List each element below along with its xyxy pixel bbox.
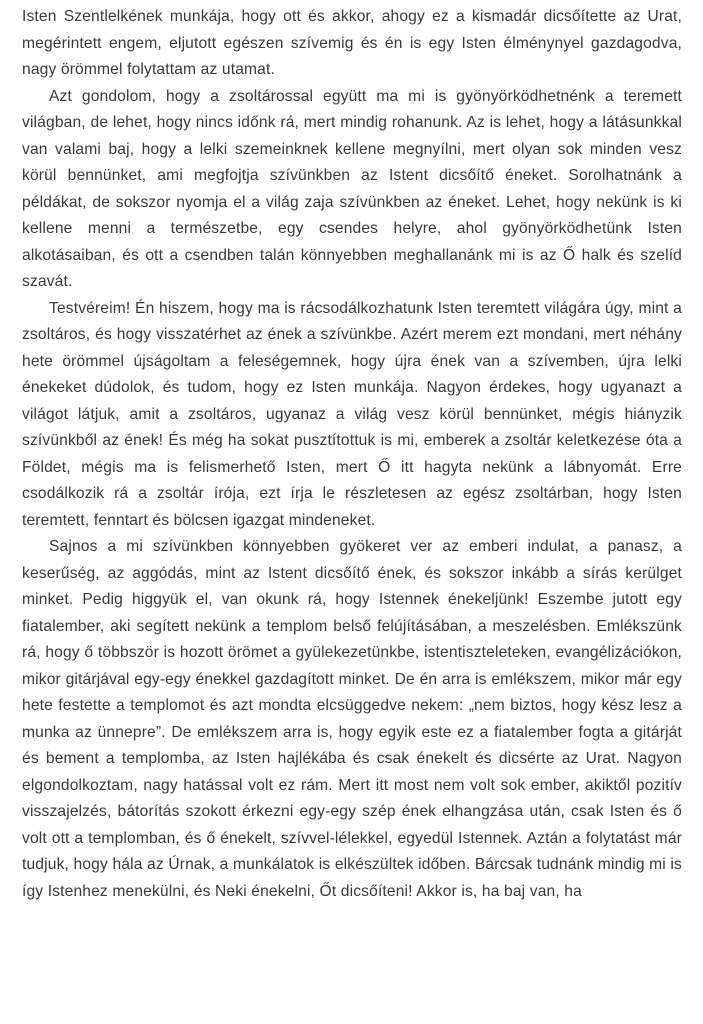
paragraph: Azt gondolom, hogy a zsoltárossal együtt ma mi is gyönyörködhetnénk a teremett világban, de lehet, hogy nincs időnk rá, mert mindig rohanunk. Az is lehet, hogy a látásunkkal van valami baj, hogy a lelki szemeinknek kellene megnyílni, mert olyan sok minden vesz körül bennünket, ami megfojtja szívünkben az Istent dicsőítő éneket. Sorolhatnánk a példákat, de sokszor nyomja el a világ zaja szívünkben az éneket. Lehet, hogy nekünk is ki kellene menni a természetbe, egy csendes helyre, ahol gyönyörködhetünk Isten alkotásaiban, és ott a csendben talán könnyebben meghallanánk mi is az Ő halk és szelíd szavát. <box>22 87 682 290</box>
paragraph: Sajnos a mi szívünkben könnyebben gyökeret ver az emberi indulat, a panasz, a keserűség, az aggódás, mint az Istent dicsőítő ének, és sokszor inkább a sírás kerülget minket. Pedig higgyük el, van okunk rá, hogy Istennek énekeljünk! Eszembe jutott egy fiatalember, aki segített nekünk a templom belső felújításában, a meszelésben. Emlékszünk rá, hogy ő többször is hozott örömet a gyülekezetünkbe, istentiszteleteken, evangélizációkon, mikor gitárjával egy-egy énekkel gazdagított minket. De én arra is emlékszem, mikor már egy hete festette a templomot és azt mondta elcsüggedve nekem: „nem biztos, hogy kész lesz a munka az ünnepre”. De emlékszem arra is, hogy egyik este ez a fiatalember fogta a gitárját és bement a templomba, az Isten hajlékába és csak énekelt és dicsérte az Urat. Nagyon elgondolkoztam, nagy hatással volt ez rám. Mert itt most nem volt sok ember, akiktől pozitív visszajelzés, bátorítás szokott érkezni egy-egy szép ének elhangzása után, csak Isten és ő volt ott a templomban, és ő énekelt, szívvel-lélekkel, egyedül Istennek. Aztán a folytatást már tudjuk, hogy hála az Úrnak, a munkálatok is elkészültek időben. Bárcsak tudnánk mindig mi is így Istenhez menekülni, és Neki énekelni, Őt dicsőíteni! Akkor is, ha baj van, ha <box>22 538 682 900</box>
paragraph: Testvéreim! Én hiszem, hogy ma is rácsodálkozhatunk Isten teremtett világára úgy, mint a zsoltáros, és hogy visszatérhet az ének a szívünkbe. Azért merem ezt mondani, mert néhány hete örömmel újságoltam a feleségemnek, hogy újra ének van a szívemben, újra lelki énekeket dúdolok, és tudom, hogy ez Isten munkája. Nagyon érdekes, hogy ugyanazt a világot látjuk, amit a zsoltáros, ugyanaz a világ vesz körül bennünket, mégis hiányzik szívünkből az ének! És még ha sokat pusztítottuk is mi, emberek a zsoltár keletkezése óta a Földet, mégis ma is felismerhető Isten, mert Ő itt hagyta nekünk a lábnyomát. Erre csodálkozik rá a zsoltár írója, ezt írja le részletesen az egész zsoltárban, hogy Isten teremtett, fenntart és bölcsen igazgat mindeneket. <box>22 299 682 529</box>
document-page <box>22 4 682 905</box>
paragraph: Isten Szentlelkének munkája, hogy ott és akkor, ahogy ez a kismadár dicsőítette az Urat, megérintett engem, eljutott egészen szívemig és én is egy Isten élménynyel gazdagodva, nagy örömmel folytattam az utamat. <box>22 8 682 78</box>
